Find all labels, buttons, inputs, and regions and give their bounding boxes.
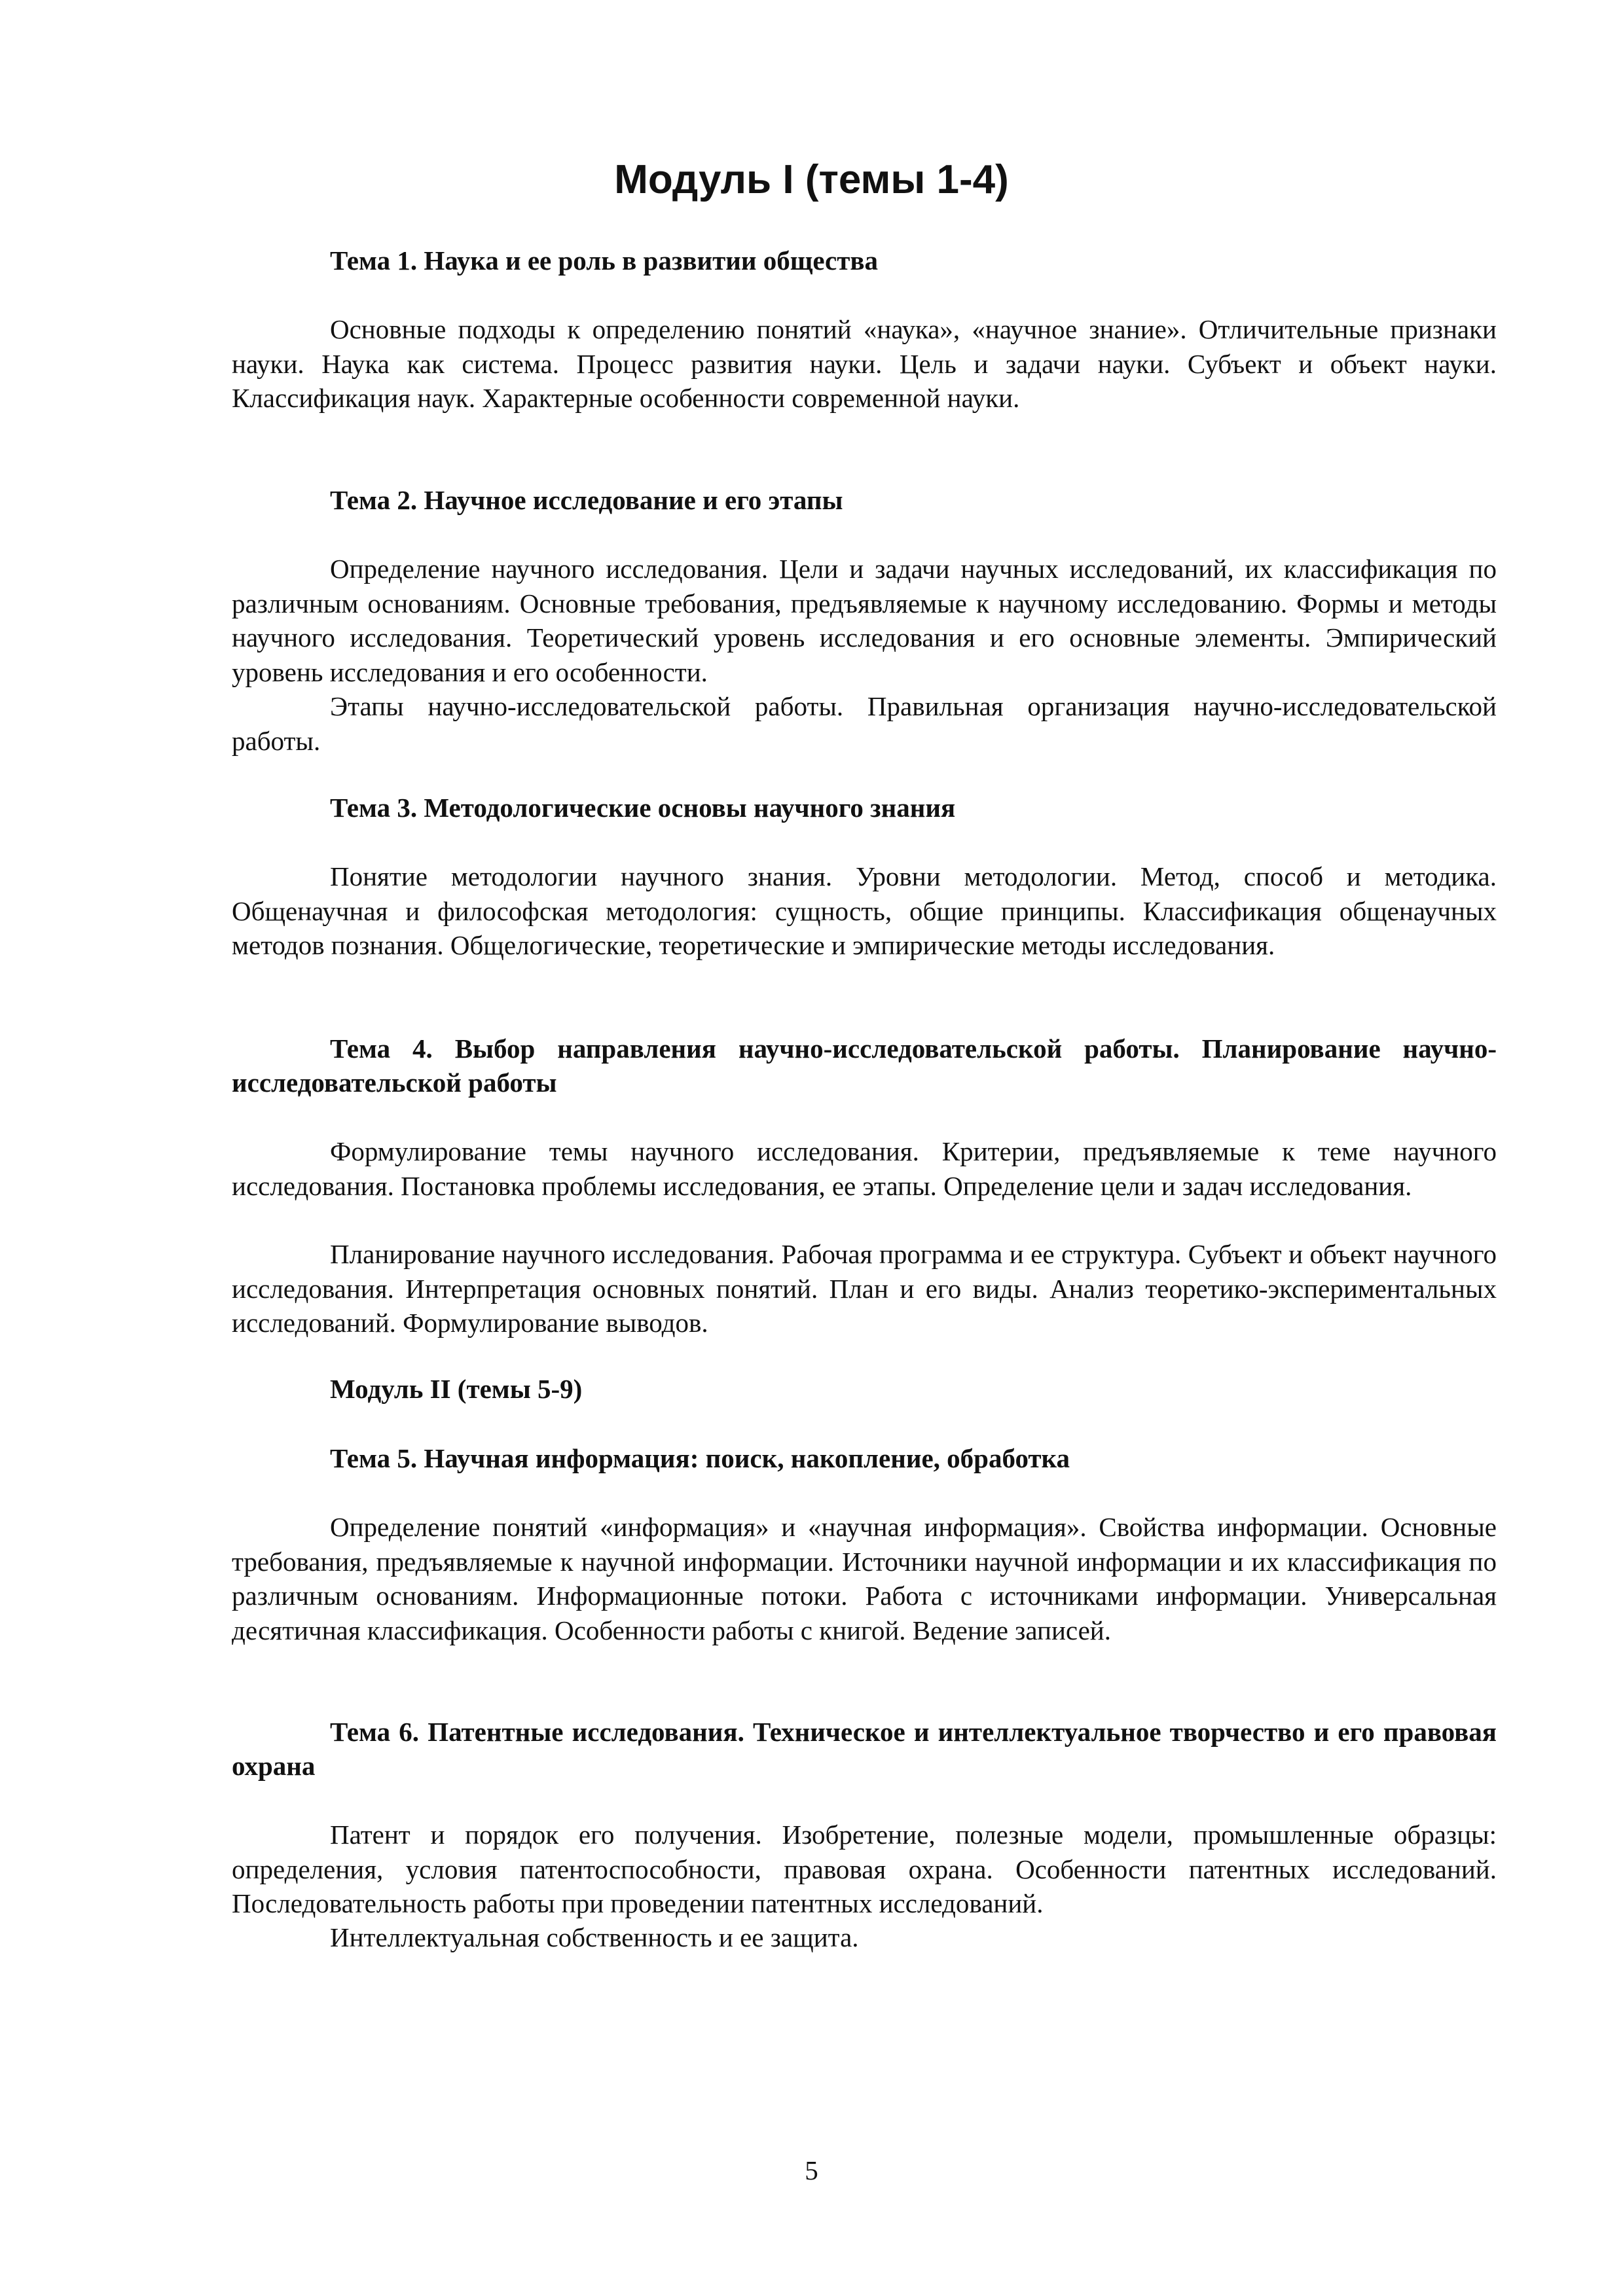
topic-5-heading: Тема 5. Научная информация: поиск, накопление, обработка	[330, 1443, 1070, 1473]
topic-3-heading: Тема 3. Методологические основы научного знания	[330, 793, 956, 823]
topic-4-paragraph-1: Формулирование темы научного исследования. Критерии, предъявляемые к теме научного исследования. Постановка проблемы исследования, ее этапы. Определение цели и задач исследования.	[232, 1136, 1497, 1201]
topic-6-paragraph-2: Интеллектуальная собственность и ее защита.	[330, 1922, 859, 1952]
module-1-title: Модуль I (темы 1-4)	[614, 157, 1009, 202]
topic-1-paragraph-1: Основные подходы к определению понятий «наука», «научное знание». Отличительные признаки науки. Наука как система. Процесс развития науки. Цель и задачи науки. Субъект и объект науки. Классификация наук. Характерные особенности современной науки.	[232, 314, 1497, 413]
topic-4-paragraph-2: Планирование научного исследования. Рабочая программа и ее структура. Субъект и объект научного исследования. Интерпретация основных понятий. План и его виды. Анализ теоретико-экспериментальных исследований. Формулирование выводов.	[232, 1239, 1497, 1338]
topic-2-paragraph-2: Этапы научно-исследовательской работы. Правильная организация научно-исследовательской работы.	[232, 691, 1497, 756]
page-number: 5	[805, 2155, 818, 2185]
topic-2-paragraph-1: Определение научного исследования. Цели и задачи научных исследований, их классификация по различным основаниям. Основные требования, предъявляемые к научному исследованию. Формы и методы научного исследования. Теоретический уровень исследования и его основные элементы. Эмпирический уровень исследования и его особенности.	[232, 554, 1497, 687]
topic-5-paragraph-1: Определение понятий «информация» и «научная информация». Свойства информации. Основные требования, предъявляемые к научной информации. Источники научной информации и их классификация по различным основаниям. Информационные потоки. Работа с источниками информации. Универсальная десятичная классификация. Особенности работы с книгой. Ведение записей.	[232, 1512, 1497, 1645]
module-2-heading: Модуль II (темы 5-9)	[330, 1374, 583, 1404]
topic-2-heading: Тема 2. Научное исследование и его этапы	[330, 485, 843, 515]
topic-1-heading: Тема 1. Наука и ее роль в развитии общества	[330, 245, 879, 276]
topic-6-paragraph-1: Патент и порядок его получения. Изобретение, полезные модели, промышленные образцы: определения, условия патентоспособности, правовая охрана. Особенности патентных исследований. Последовательность работы при проведении патентных исследований.	[232, 1820, 1497, 1918]
topic-4-heading: Тема 4. Выбор направления научно-исследовательской работы. Планирование научно-исследовательской работы	[232, 1033, 1497, 1098]
topic-6-heading: Тема 6. Патентные исследования. Техническое и интеллектуальное творчество и его правовая охрана	[232, 1717, 1497, 1781]
topic-3-paragraph-1: Понятие методологии научного знания. Уровни методологии. Метод, способ и методика. Общенаучная и философская методология: сущность, общие принципы. Классификация общенаучных методов познания. Общелогические, теоретические и эмпирические методы исследования.	[232, 861, 1497, 960]
